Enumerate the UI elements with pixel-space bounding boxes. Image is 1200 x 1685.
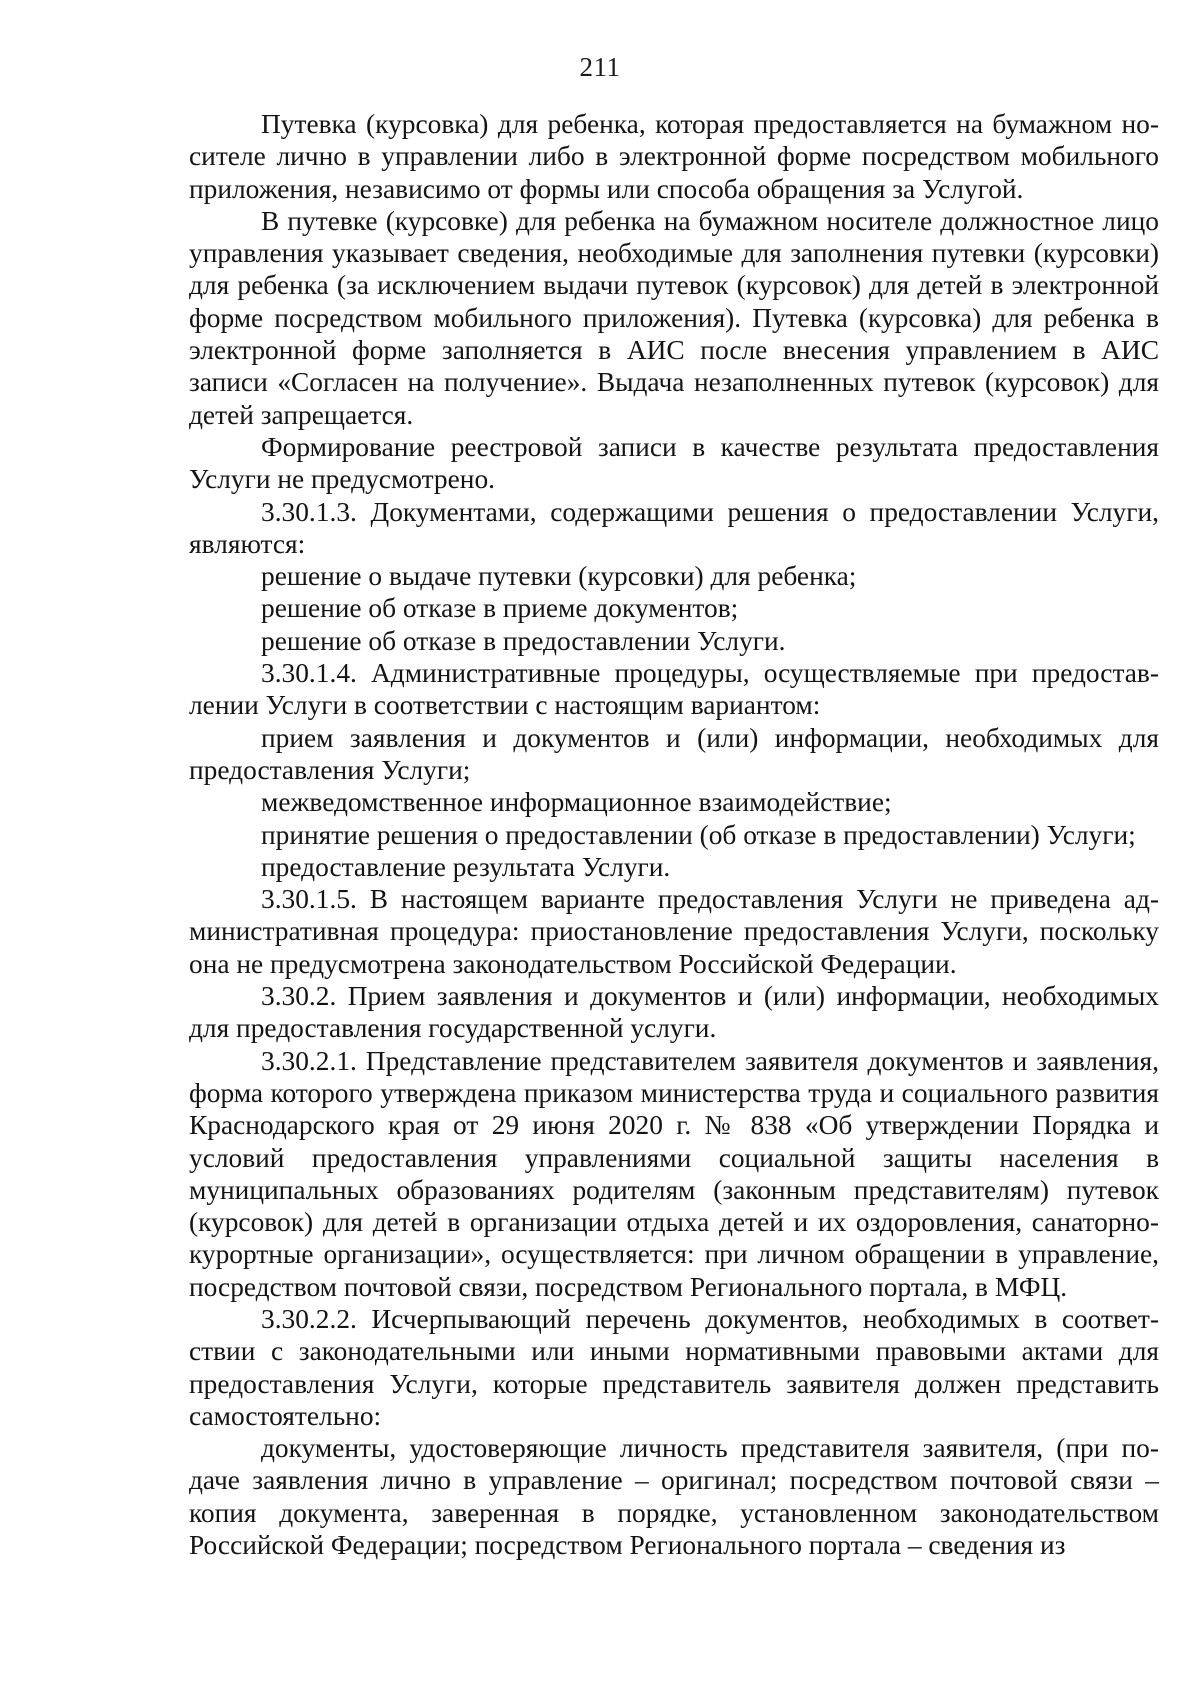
paragraph-3-30-2: 3.30.2. Прием заявления и документов и (или) информации, необходимых для предоставления государственной услуги. bbox=[189, 981, 1159, 1044]
paragraph-3-30-1-3: 3.30.1.3. Документами, содержащими решения о предоставлении Услуги, являются: bbox=[189, 496, 1159, 559]
document-body bbox=[189, 108, 1159, 1561]
paragraph-3-30-2-2: 3.30.2.2. Исчерпывающий перечень документов, необходимых в соответствии с законодательными или иными нормативными правовыми актами для предоставления Услуги, которые представитель заявителя должен представить самостоятельно: bbox=[189, 1303, 1159, 1431]
paragraph-registry-record: Формирование реестровой записи в качестве результата предоставления Услуги не предусмотрено. bbox=[189, 431, 1159, 495]
list-item-interagency: межведомственное информационное взаимодействие; bbox=[261, 787, 892, 818]
paragraph-voucher-issuance: Путевка (курсовка) для ребенка, которая предоставляется на бумажном носителе лично в управлении либо в электронной форме посредством мобильного приложения, независимо от формы или способа обращения за Услугой. bbox=[189, 109, 1159, 204]
list-item-application-reception: прием заявления и документов и (или) информации, необходимых для предоставления Услуги; bbox=[189, 722, 1159, 785]
list-item-decision-issue: решение о выдаче путевки (курсовки) для ребенка; bbox=[261, 561, 857, 592]
list-item-refusal-acceptance: решение об отказе в приеме документов; bbox=[261, 593, 739, 624]
paragraph-3-30-1-4: 3.30.1.4. Административные процедуры, осуществляемые при предоставлении Услуги в соответствии с настоящим вариантом: bbox=[189, 658, 1159, 721]
paragraph-3-30-2-1: 3.30.2.1. Представление представителем заявителя документов и заявления, форма которого утверждена приказом министерства труда и социального развития Краснодарского края от 29 июня 2020 г. № 838 «Об утверждении Порядка и условий предоставления управлениями социальной защиты населения в муниципальных образованиях родителям (законным представителям) путевок (курсовок) для детей в организации отдыха детей и их оздоровления, санаторно-курортные организации», осуществляется: при личном обращении в управление, посредством почтовой связи, посредством Регионального портала, в МФЦ. bbox=[189, 1045, 1159, 1302]
paragraph-identity-documents: документы, удостоверяющие личность представителя заявителя, (при подаче заявления лично в управление – оригинал; посредством почтовой связи – копия документа, заверенная в порядке, установленном законодательством Российской Федерации; посредством Регионального портала – сведения из bbox=[189, 1433, 1159, 1561]
list-item-result-provision: предоставление результата Услуги. bbox=[261, 851, 671, 882]
page-number: 211 bbox=[579, 52, 621, 82]
list-item-refusal-service: решение об отказе в предоставлении Услуги. bbox=[261, 625, 786, 656]
paragraph-3-30-1-5: 3.30.1.5. В настоящем варианте предоставления Услуги не приведена административная процедура: приостановление предоставления Услуги, поскольку она не предусмотрена законодательством Российской Федерации. bbox=[189, 884, 1159, 979]
list-item-decision-making: принятие решения о предоставлении (об отказе в предоставлении) Услуги; bbox=[261, 819, 1136, 850]
paragraph-voucher-filling: В путевке (курсовке) для ребенка на бумажном носителе должностное лицо управления указывает сведения, необходимые для заполнения путевки (курсовки) для ребенка (за исключением выдачи путевок (курсовок) для детей в электронной форме посредством мобильного приложения). Путевка (курсовка) для ребенка в электронной форме заполняется в АИС после внесения управлением в АИС записи «Согласен на получение». Выдача незаполненных путевок (курсовок) для детей запрещается. bbox=[189, 205, 1159, 430]
